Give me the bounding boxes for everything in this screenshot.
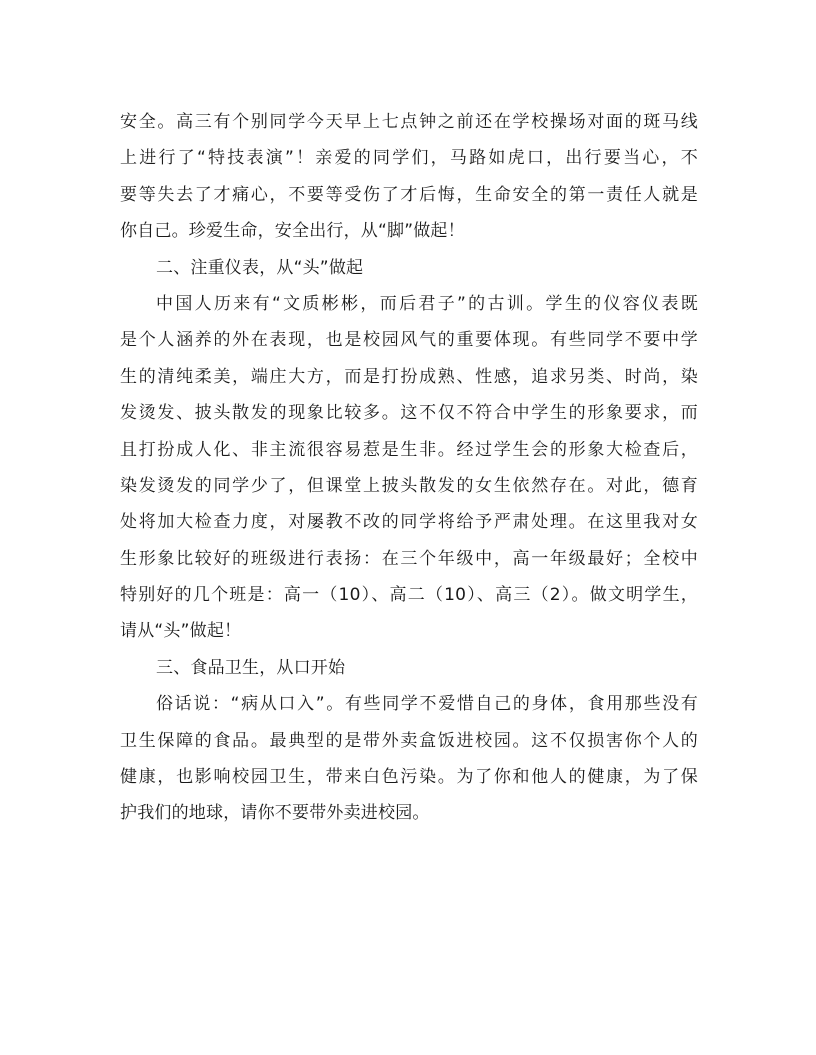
text-line: 处将加大检查力度，对屡教不改的同学将给予严肃处理。在这里我对女	[120, 512, 698, 533]
text-line: 健康，也影响校园卫生，带来白色污染。为了你和他人的健康，为了保	[120, 767, 698, 788]
text-line: 发烫发、披头散发的现象比较多。这不仅不符合中学生的形象要求，而	[120, 403, 698, 424]
section-heading-3: 三、食品卫生，从口开始	[156, 657, 346, 678]
text-line: 安全。高三有个别同学今天早上七点钟之前还在学校操场对面的斑马线	[120, 112, 698, 132]
text-line: 是个人涵养的外在表现，也是校园风气的重要体现。有些同学不要中学	[120, 330, 698, 351]
section-heading-2: 二、注重仪表，从“头”做起	[156, 257, 364, 278]
text-line: 生形象比较好的班级进行表扬：在三个年级中，高一年级最好；全校中	[120, 548, 698, 569]
text-line: 特别好的几个班是：高一（10）、高二（10）、高三（2）。做文明学生，	[120, 585, 698, 606]
body-text	[120, 104, 698, 832]
text-line: 护我们的地球，请你不要带外卖进校园。	[120, 803, 430, 824]
text-line: 卫生保障的食品。最典型的是带外卖盒饭进校园。这不仅损害你个人的	[120, 730, 698, 751]
text-line: 染发烫发的同学少了，但课堂上披头散发的女生依然存在。对此，德育	[120, 475, 698, 496]
text-line: 你自己。珍爱生命，安全出行，从“脚”做起！	[120, 221, 465, 242]
text-line: 且打扮成人化、非主流很容易惹是生非。经过学生会的形象大检查后，	[120, 439, 698, 460]
text-line: 中国人历来有“文质彬彬，而后君子”的古训。学生的仪容仪表既	[156, 293, 698, 314]
text-line: 生的清纯柔美，端庄大方，而是打扮成熟、性感，追求另类、时尚，染	[120, 366, 698, 387]
text-line: 要等失去了才痛心，不要等受伤了才后悔，生命安全的第一责任人就是	[120, 184, 698, 205]
text-line: 上进行了“特技表演”！亲爱的同学们，马路如虎口，出行要当心，不	[120, 148, 698, 169]
text-line: 俗话说：“病从口入”。有些同学不爱惜自己的身体，食用那些没有	[156, 694, 698, 715]
text-line: 请从“头”做起！	[120, 621, 242, 642]
